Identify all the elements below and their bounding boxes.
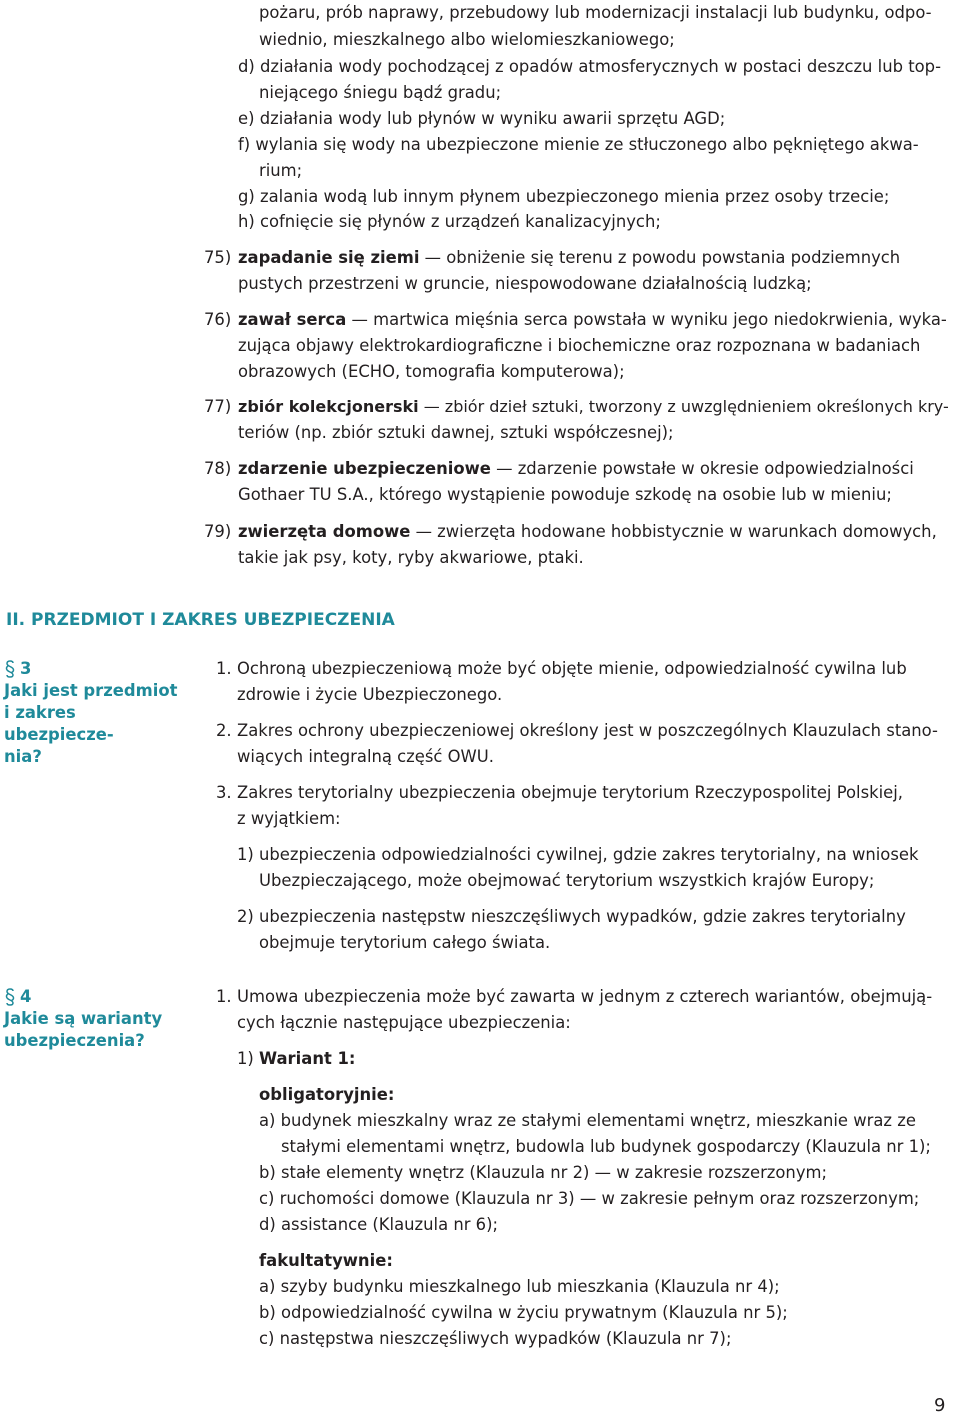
- text-line: Umowa ubezpieczenia może być zawarta w jednym z czterech wariantów, obejmują-: [237, 987, 933, 1006]
- point-number: 2.: [216, 721, 232, 740]
- definition-text: zdarzenie powstałe w okresie odpowiedzialności: [517, 459, 914, 478]
- list-item: b) odpowiedzialność cywilna w życiu prywatnym (Klauzula nr 5);: [259, 1303, 788, 1322]
- subpoint-number: 1): [237, 845, 254, 864]
- paragraph-icon: [4, 988, 16, 1006]
- list-item-e: e) działania wody lub płynów w wyniku awarii sprzętu AGD;: [238, 109, 726, 128]
- side-heading-3: [4, 658, 184, 768]
- text-line: wiednio, mieszkalnego albo wielomieszkaniowego;: [259, 30, 675, 49]
- text-line: ubezpieczenia odpowiedzialności cywilnej, gdzie zakres terytorialny, na wniosek: [259, 845, 919, 864]
- definition-term: zwierzęta domowe: [238, 522, 411, 541]
- list-item-h: h) cofnięcie się płynów z urządzeń kanalizacyjnych;: [238, 212, 661, 231]
- text-line: z wyjątkiem:: [237, 809, 341, 828]
- text-line: niejącego śniegu bądź gradu;: [259, 83, 502, 102]
- definition-text: obniżenie się terenu z powodu powstania podziemnych: [446, 248, 901, 267]
- list-item-g: g) zalania wodą lub innym płynem ubezpieczonego mienia przez osoby trzecie;: [238, 187, 890, 206]
- side-heading-4: [4, 986, 184, 1052]
- definition-text: zwierzęta hodowane hobbistycznie w warunkach domowych,: [437, 522, 937, 541]
- text-line: Zakres ochrony ubezpieczeniowej określony jest w poszczególnych Klauzulach stano-: [237, 721, 938, 740]
- definition-number: 79): [204, 522, 232, 541]
- text-line: cych łącznie następujące ubezpieczenia:: [237, 1013, 571, 1032]
- text-line: rium;: [259, 161, 303, 180]
- side-heading-number: 3: [20, 659, 32, 678]
- definition-line: zwierzęta domowe — zwierzęta hodowane hobbistycznie w warunkach domowych,: [238, 522, 937, 541]
- side-heading-line: Jakie są warianty: [4, 1009, 163, 1028]
- point-number: 1.: [216, 659, 232, 678]
- definition-number: 75): [204, 248, 232, 267]
- definition-line: zbiór kolekcjonerski — zbiór dzieł sztuki, tworzony z uwzględnieniem określonych kry-: [238, 397, 949, 416]
- text-line: pożaru, prób naprawy, przebudowy lub modernizacji instalacji lub budynku, odpo-: [259, 3, 932, 22]
- list-item: c) następstwa nieszczęśliwych wypadków (Klauzula nr 7);: [259, 1329, 732, 1348]
- section-title: II. PRZEDMIOT I ZAKRES UBEZPIECZENIA: [6, 610, 395, 630]
- text-line: obejmuje terytorium całego świata.: [259, 933, 551, 952]
- definition-line: zdarzenie ubezpieczeniowe — zdarzenie powstałe w okresie odpowiedzialności: [238, 459, 914, 478]
- definition-line: zująca objawy elektrokardiograficzne i biochemiczne oraz rozpoznana w badaniach: [238, 336, 921, 355]
- list-item: d) assistance (Klauzula nr 6);: [259, 1215, 499, 1234]
- side-heading-number: 4: [20, 987, 32, 1006]
- text-line: stałymi elementami wnętrz, budowla lub budynek gospodarczy (Klauzula nr 1);: [281, 1137, 931, 1156]
- definition-number: 76): [204, 310, 232, 329]
- list-item: b) stałe elementy wnętrz (Klauzula nr 2) — w zakresie rozszerzonym;: [259, 1163, 828, 1182]
- paragraph-icon: [4, 660, 16, 678]
- list-item: a) budynek mieszkalny wraz ze stałymi elementami wnętrz, mieszkanie wraz ze: [259, 1111, 916, 1130]
- text-line: zdrowie i życie Ubezpieczonego.: [237, 685, 503, 704]
- list-item: c) ruchomości domowe (Klauzula nr 3) — w zakresie pełnym oraz rozszerzonym;: [259, 1189, 920, 1208]
- definition-term: zbiór kolekcjonerski: [238, 397, 419, 416]
- side-heading-line: ubezpieczenia?: [4, 1031, 145, 1050]
- text-line: Ubezpieczającego, może obejmować terytorium wszystkich krajów Europy;: [259, 871, 875, 890]
- text-line: Zakres terytorialny ubezpieczenia obejmuje terytorium Rzeczypospolitej Polskiej,: [237, 783, 904, 802]
- side-heading-line: Jaki jest przedmiot: [4, 681, 178, 700]
- page-number: 9: [934, 1395, 946, 1416]
- definition-text: martwica mięśnia serca powstała w wyniku jego niedokrwienia, wyka-: [373, 310, 947, 329]
- point-number: 3.: [216, 783, 232, 802]
- obligatory-label: obligatoryjnie:: [259, 1085, 395, 1104]
- definition-line: obrazowych (ECHO, tomografia komputerowa);: [238, 362, 625, 381]
- definition-text: zbiór dzieł sztuki, tworzony z uwzględnieniem określonych kry-: [444, 397, 949, 416]
- subpoint-number: 2): [237, 907, 254, 926]
- optional-label: fakultatywnie:: [259, 1251, 393, 1270]
- definition-line: takie jak psy, koty, ryby akwariowe, ptaki.: [238, 548, 584, 567]
- definition-line: Gothaer TU S.A., którego wystąpienie powoduje szkodę na osobie lub w mieniu;: [238, 485, 892, 504]
- list-item-d: d) działania wody pochodzącej z opadów atmosferycznych w postaci deszczu lub top-: [238, 57, 941, 76]
- definition-line: pustych przestrzeni w gruncie, niespowodowane działalnością ludzką;: [238, 274, 812, 293]
- definition-number: 78): [204, 459, 232, 478]
- point-number: 1.: [216, 987, 232, 1006]
- definition-line: zawał serca — martwica mięśnia serca powstała w wyniku jego niedokrwienia, wyka-: [238, 310, 947, 329]
- definition-number: 77): [204, 397, 232, 416]
- side-heading-line: i zakres ubezpiecze-: [4, 703, 114, 744]
- definition-line: zapadanie się ziemi — obniżenie się terenu z powodu powstania podziemnych: [238, 248, 901, 267]
- text-line: ubezpieczenia następstw nieszczęśliwych wypadków, gdzie zakres terytorialny: [259, 907, 906, 926]
- definition-term: zdarzenie ubezpieczeniowe: [238, 459, 491, 478]
- definition-line: teriów (np. zbiór sztuki dawnej, sztuki współczesnej);: [238, 423, 674, 442]
- variant-number: 1): [237, 1049, 254, 1068]
- text-line: Ochroną ubezpieczeniową może być objęte mienie, odpowiedzialność cywilna lub: [237, 659, 907, 678]
- definition-term: zapadanie się ziemi: [238, 248, 420, 267]
- variant-label: Wariant 1:: [259, 1049, 356, 1068]
- list-item: a) szyby budynku mieszkalnego lub mieszkania (Klauzula nr 4);: [259, 1277, 780, 1296]
- side-heading-line: nia?: [4, 747, 42, 766]
- definition-term: zawał serca: [238, 310, 347, 329]
- text-line: wiących integralną część OWU.: [237, 747, 494, 766]
- list-item-f: f) wylania się wody na ubezpieczone mienie ze stłuczonego albo pękniętego akwa-: [238, 135, 919, 154]
